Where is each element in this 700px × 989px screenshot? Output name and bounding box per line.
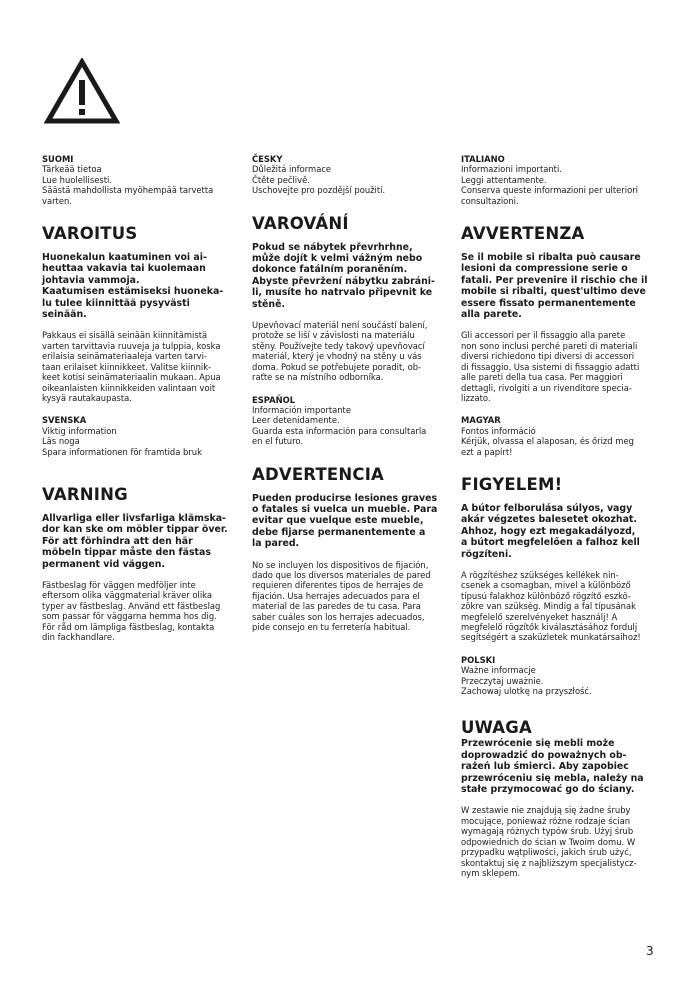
info-line: Información importante xyxy=(252,404,351,415)
body-line: csenek a csomagban, mivel a különböző xyxy=(461,580,631,591)
body-line: typer av fästbeslag. Använd ett fästbeslag xyxy=(42,600,221,611)
warning-line: akár végzetes balesetet okozhat. xyxy=(461,514,637,526)
section-svenska xyxy=(42,415,257,642)
warning-line: rögzíteni. xyxy=(461,548,512,560)
info-line: consultazioni. xyxy=(461,195,519,206)
language-title: ITALIANO xyxy=(461,154,505,164)
warning-line: li, musíte ho natrvalo připevnit ke xyxy=(252,287,433,299)
body-text xyxy=(42,580,257,642)
body-line: protože se liší v závislosti na materiálu xyxy=(252,330,415,341)
info-line: Guarda esta información para consultarla xyxy=(252,425,427,436)
language-title: ESPAÑOL xyxy=(252,394,296,405)
body-line: Gli accessori per il fissaggio alla parete xyxy=(461,330,626,341)
warning-line: Ahhoz, hogy ezt megakadályozd, xyxy=(461,525,636,537)
body-line: lizzato. xyxy=(461,392,491,403)
section-suomi xyxy=(42,154,257,403)
body-line: A rögzítéshez szükséges kellékek nin- xyxy=(461,569,619,580)
column-1 xyxy=(42,154,257,642)
column-2 xyxy=(252,154,452,632)
warning-heading: UWAGA xyxy=(461,718,532,738)
info-block xyxy=(461,426,666,457)
language-title: ČESKY xyxy=(252,154,283,164)
info-line: Ważne informacje xyxy=(461,665,536,676)
body-line: Pakkaus ei sisällä seinään kiinnitämistä xyxy=(42,330,208,341)
info-line: varten. xyxy=(42,195,72,206)
warning-text xyxy=(461,738,666,795)
warning-line: heuttaa vakavia tai kuolemaan xyxy=(42,263,206,275)
info-line: Leer detenidamente. xyxy=(252,415,340,426)
info-line: Lue huolellisesti. xyxy=(42,174,112,185)
warning-line: För att förhindra att den här xyxy=(42,535,193,547)
section-polski xyxy=(461,655,666,879)
warning-line: lu tulee kiinnittää pysyvästi xyxy=(42,297,190,309)
section-magyar xyxy=(461,415,666,643)
warning-line: permanent vid väggen. xyxy=(42,558,165,570)
info-block xyxy=(252,164,452,195)
info-line: en el futuro. xyxy=(252,436,304,447)
body-line: nym sklepem. xyxy=(461,867,521,878)
info-line: Säästä mahdollista myöhempää tarvetta xyxy=(42,185,214,196)
body-line: No se incluyen los dispositivos de fijación, xyxy=(252,559,429,570)
warning-line: alla parete. xyxy=(461,309,522,321)
info-line: Leggi attentamente. xyxy=(461,174,547,185)
info-block xyxy=(42,164,257,206)
body-line: din fackhandlare. xyxy=(42,632,115,642)
page-number: 3 xyxy=(646,944,654,958)
info-line: Conserva queste informazioni per ulteriori xyxy=(461,185,638,196)
info-line: Informazioni importanti. xyxy=(461,164,562,175)
info-line: Tärkeää tietoa xyxy=(42,164,102,175)
section-cesky xyxy=(252,154,452,383)
warning-line: Se il mobile si ribalta può causare xyxy=(461,252,641,264)
warning-line: fatali. Per prevenire il rischio che il xyxy=(461,274,648,286)
warning-line: Przewrócenie się mebli może xyxy=(461,738,615,750)
body-line: fijación. Usa herrajes adecuados para el xyxy=(252,590,420,601)
info-line: Läs noga xyxy=(42,436,80,447)
body-line: material de las paredes de tu casa. Para xyxy=(252,601,421,612)
info-line: Kérjük, olvassa el alaposan, és őrizd meg xyxy=(461,436,634,447)
warning-line: Pueden producirse lesiones graves xyxy=(252,492,438,504)
body-line: megfelelő szerelvényeket használj! A xyxy=(461,611,618,622)
info-line: Spara informationen för framtida bruk xyxy=(42,446,202,457)
warning-line: johtavia vammoja. xyxy=(42,274,140,286)
body-text xyxy=(42,330,257,403)
warning-line: Huonekalun kaatuminen voi ai- xyxy=(42,252,207,264)
warning-line: Kaatumisen estämiseksi huoneka- xyxy=(42,286,224,298)
warning-line: evitar que vuelque este mueble, xyxy=(252,515,424,527)
body-line: saber cuáles son los herrajes adecuados, xyxy=(252,611,425,622)
body-line: diversi richiedono tipi diversi di accessori xyxy=(461,351,635,362)
body-line: keet kotisi seinämateriaalin mukaan. Apua xyxy=(42,372,221,383)
language-title: SVENSKA xyxy=(42,415,87,426)
body-line: di fissaggio. Usa sistemi di fissaggio adatti xyxy=(461,361,640,372)
body-line: wymagają różnych typów śrub. Użyj śrub xyxy=(461,826,634,837)
warning-line: debe fijarse permanentemente a xyxy=(252,526,426,538)
warning-line: doprowadzić do poważnych ob- xyxy=(461,749,627,761)
warning-line: může dojít k velmi vážným nebo xyxy=(252,253,423,265)
body-text xyxy=(461,330,666,403)
warning-line: rażeń lub śmierci. Aby zapobiec xyxy=(461,761,629,773)
info-block xyxy=(461,665,666,696)
language-title: POLSKI xyxy=(461,654,496,665)
body-line: W zestawie nie znajdują się żadne śruby xyxy=(461,805,631,816)
warning-line: A bútor felborulása súlyos, vagy xyxy=(461,502,633,514)
info-line: Důležitá informace xyxy=(252,164,332,175)
body-line: non sono inclusi perché pareti di materiali xyxy=(461,340,638,351)
warning-text xyxy=(42,513,257,570)
warning-line: stěně. xyxy=(252,298,286,310)
warning-heading: ADVERTENCIA xyxy=(252,464,385,484)
body-line: requieren diferentes tipos de herrajes de xyxy=(252,580,424,591)
body-line: varten tarvittavia ruuveja ja tulppia, koska xyxy=(42,340,221,351)
body-line: För råd om lämpliga fästbeslag, kontakta xyxy=(42,621,215,632)
info-line: Viktig information xyxy=(42,425,117,436)
body-line: erilaisia seinämateriaaleja varten tarvi- xyxy=(42,351,207,362)
section-espanol xyxy=(252,395,452,633)
warning-line: mobile si ribalti, quest'ultimo deve xyxy=(461,286,646,298)
warning-heading: VAROITUS xyxy=(42,224,138,244)
body-line: stěny. Používejte tedy takový upevňovací xyxy=(252,340,425,351)
section-italiano xyxy=(461,154,666,403)
column-3 xyxy=(461,154,666,878)
body-line: kysyä rautakaupasta. xyxy=(42,392,132,403)
body-line: oikeanlaisten kiinnikkeiden valintaan voit xyxy=(42,382,216,393)
body-line: pide consejo en tu ferretería habitual. xyxy=(252,622,411,632)
body-line: odpowiednich do ścian w Twoim domu. W xyxy=(461,836,636,847)
warning-line: Pokud se nábytek převrhrhne, xyxy=(252,241,413,253)
warning-text xyxy=(252,242,452,310)
language-title: MAGYAR xyxy=(461,415,501,426)
warning-line: la pared. xyxy=(252,538,300,550)
body-line: dado que los diversos materiales de pared xyxy=(252,569,431,580)
body-line: przypadku wątpliwości, jakich śrub użyć, xyxy=(461,847,632,858)
warning-text xyxy=(42,252,257,320)
warning-heading: FIGYELEM! xyxy=(461,474,563,494)
body-line: dettagli, rivolgiti a un rivenditore specia- xyxy=(461,382,632,393)
info-line: ezt a papírt! xyxy=(461,446,513,457)
body-text xyxy=(252,320,452,382)
warning-text xyxy=(252,493,452,550)
info-line: Zachowaj ulotkę na przyszłość. xyxy=(461,686,592,697)
body-line: mocujące, ponieważ różne rodzaje ścian xyxy=(461,815,631,826)
body-line: zökre van szükség. Mindig a fal típusának xyxy=(461,601,636,612)
warning-heading: VARNING xyxy=(42,484,128,504)
info-line: Fontos információ xyxy=(461,425,536,436)
info-line: Przeczytaj uważnie. xyxy=(461,675,544,686)
warning-line: lesioni da compressione serie o xyxy=(461,263,628,275)
info-line: Čtěte pečlivě. xyxy=(252,174,310,185)
body-line: eftersom olika väggmaterial kräver olika xyxy=(42,590,213,601)
body-line: skontaktuj się z najbliższym specjalistycz- xyxy=(461,857,637,868)
warning-text xyxy=(461,252,666,320)
warning-text xyxy=(461,503,666,560)
body-line: típusú falakhoz különböző rögzítő eszkö- xyxy=(461,590,631,601)
warning-triangle-icon xyxy=(44,58,120,124)
info-block xyxy=(461,164,666,206)
body-line: raťte se na místního odborníka. xyxy=(252,372,384,383)
body-line: alle pareti della tua casa. Per maggiori xyxy=(461,372,623,383)
warning-line: a bútort megfelelően a falhoz kell xyxy=(461,537,640,549)
warning-heading: AVVERTENZA xyxy=(461,224,585,244)
body-line: Fästbeslag för väggen medföljer inte xyxy=(42,579,196,590)
body-line: som passar för väggarna hemma hos dig. xyxy=(42,611,217,622)
warning-line: essere fissato permanentemente xyxy=(461,297,636,309)
info-line: Uschovejte pro pozdější použití. xyxy=(252,185,386,196)
info-block xyxy=(42,426,257,457)
body-line: materiál, který je vhodný na stěny u vás xyxy=(252,351,422,362)
body-line: doma. Pokud se potřebujete poradit, ob- xyxy=(252,361,422,372)
body-line: Upevňovací materiál není součástí balení, xyxy=(252,320,428,331)
warning-line: dor kan ske om möbler tippar över. xyxy=(42,524,228,536)
warning-line: seinään. xyxy=(42,309,87,321)
warning-line: Abyste převržení nábytku zabráni- xyxy=(252,275,435,287)
info-block xyxy=(252,405,452,447)
warning-line: stałe przymocować go do ściany. xyxy=(461,784,635,796)
body-text xyxy=(252,560,452,633)
body-line: segítségért a szaküzletek munkatársaihoz! xyxy=(461,632,641,643)
warning-line: Allvarliga eller livsfarliga klämska- xyxy=(42,512,226,524)
warning-line: o fatales si vuelca un mueble. Para xyxy=(252,503,438,515)
warning-line: przewróceniu się mebla, należy na xyxy=(461,772,644,784)
warning-line: dokonce fatálním poraněním. xyxy=(252,264,408,276)
language-title: SUOMI xyxy=(42,154,74,164)
warning-line: möbeln tippar måste den fästas xyxy=(42,547,211,559)
body-line: megfelelő rögzítők kiválasztásához fordulj xyxy=(461,622,638,632)
body-line: taan erilaiset kiinnikkeet. Valitse kiinnik- xyxy=(42,361,212,372)
body-text xyxy=(461,805,666,878)
body-text xyxy=(461,570,666,643)
warning-heading: VAROVÁNÍ xyxy=(252,213,349,233)
